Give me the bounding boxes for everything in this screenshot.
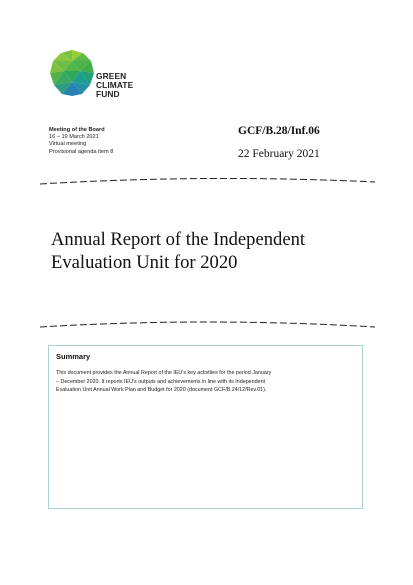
summary-line-2: – December 2020. It reports IEU’s outputs and achievements in line with its Independent — [56, 378, 266, 385]
summary-line-1: This document provides the Annual Report of the IEU’s key activities for the period January — [56, 370, 272, 376]
meeting-agenda-item: Provisional agenda item 8 — [49, 148, 114, 155]
summary-line-3: Evaluation Unit Annual Work Plan and Budget for 2020 (document GCF/B.24/12/Rev.01). — [56, 387, 267, 394]
document-reference: GCF/B.28/Inf.06 — [238, 125, 320, 137]
meeting-dates: 16 – 19 March 2021 — [49, 134, 99, 141]
document-title — [51, 229, 305, 274]
meeting-title: Meeting of the Board — [49, 127, 105, 133]
document-title-line-2: Evaluation Unit for 2020 — [51, 251, 238, 273]
meeting-info — [49, 127, 113, 156]
gcf-logo-mark — [49, 49, 95, 97]
document-date: 22 February 2021 — [238, 148, 320, 160]
logo-line-climate: CLIMATE — [96, 80, 134, 90]
meeting-venue: Virtual meeting — [49, 141, 87, 148]
logo-line-green: GREEN — [96, 71, 127, 81]
summary-heading: Summary — [56, 352, 91, 361]
logo-line-fund: FUND — [96, 89, 120, 99]
document-title-line-1: Annual Report of the Independent — [51, 229, 306, 250]
summary-text — [56, 369, 356, 395]
wavy-divider-top — [40, 175, 375, 189]
wavy-divider-bottom — [40, 318, 375, 332]
gcf-logo-wordmark — [96, 72, 133, 99]
summary-box — [48, 345, 363, 509]
gcf-logo — [49, 49, 144, 109]
